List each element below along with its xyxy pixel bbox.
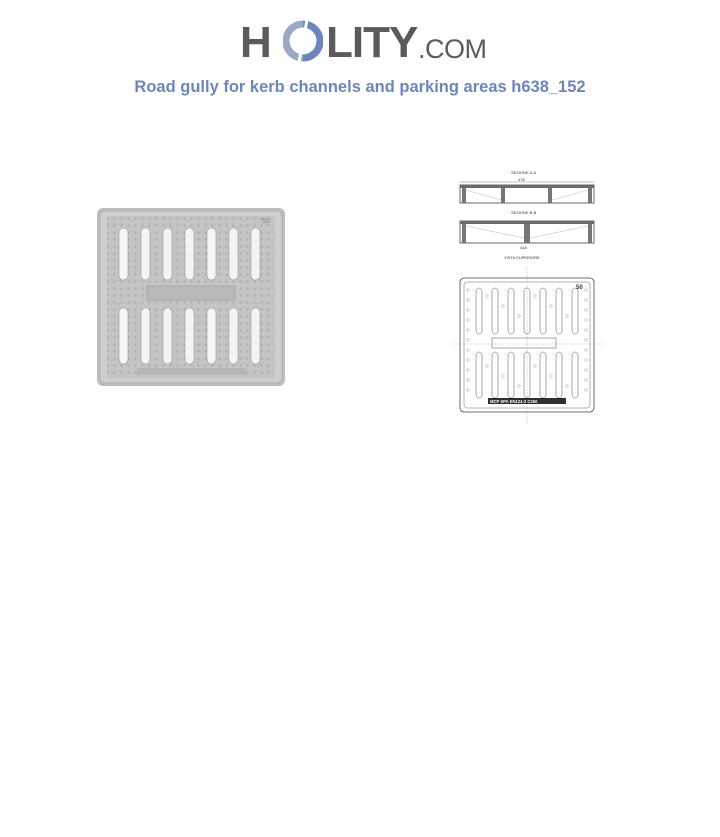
section-aa-label: SEZIONE A-A (511, 170, 537, 175)
top-view-label: VISTA SUPERIORE (504, 255, 540, 260)
dim-inner-label: 418 (520, 245, 527, 250)
dim-width-label: 478 (518, 177, 525, 182)
size-badge: 50 (576, 285, 583, 291)
logo-letters-lity: LITY (326, 18, 418, 67)
logo-letter-h: H (240, 18, 271, 67)
plate-text: MCP SPA EN124-2 C250 (490, 399, 538, 404)
product-title: Road gully for kerb channels and parking areas h638_152 (134, 78, 586, 96)
svg-text:50: 50 (262, 218, 270, 225)
technical-drawing[interactable] (448, 166, 608, 428)
holity-logo[interactable] (240, 12, 485, 70)
logo-com: .COM (418, 34, 487, 64)
section-bb-label: SEZIONE B-B (511, 210, 537, 215)
product-photo[interactable] (97, 208, 285, 386)
logo-o-icon (283, 17, 323, 65)
